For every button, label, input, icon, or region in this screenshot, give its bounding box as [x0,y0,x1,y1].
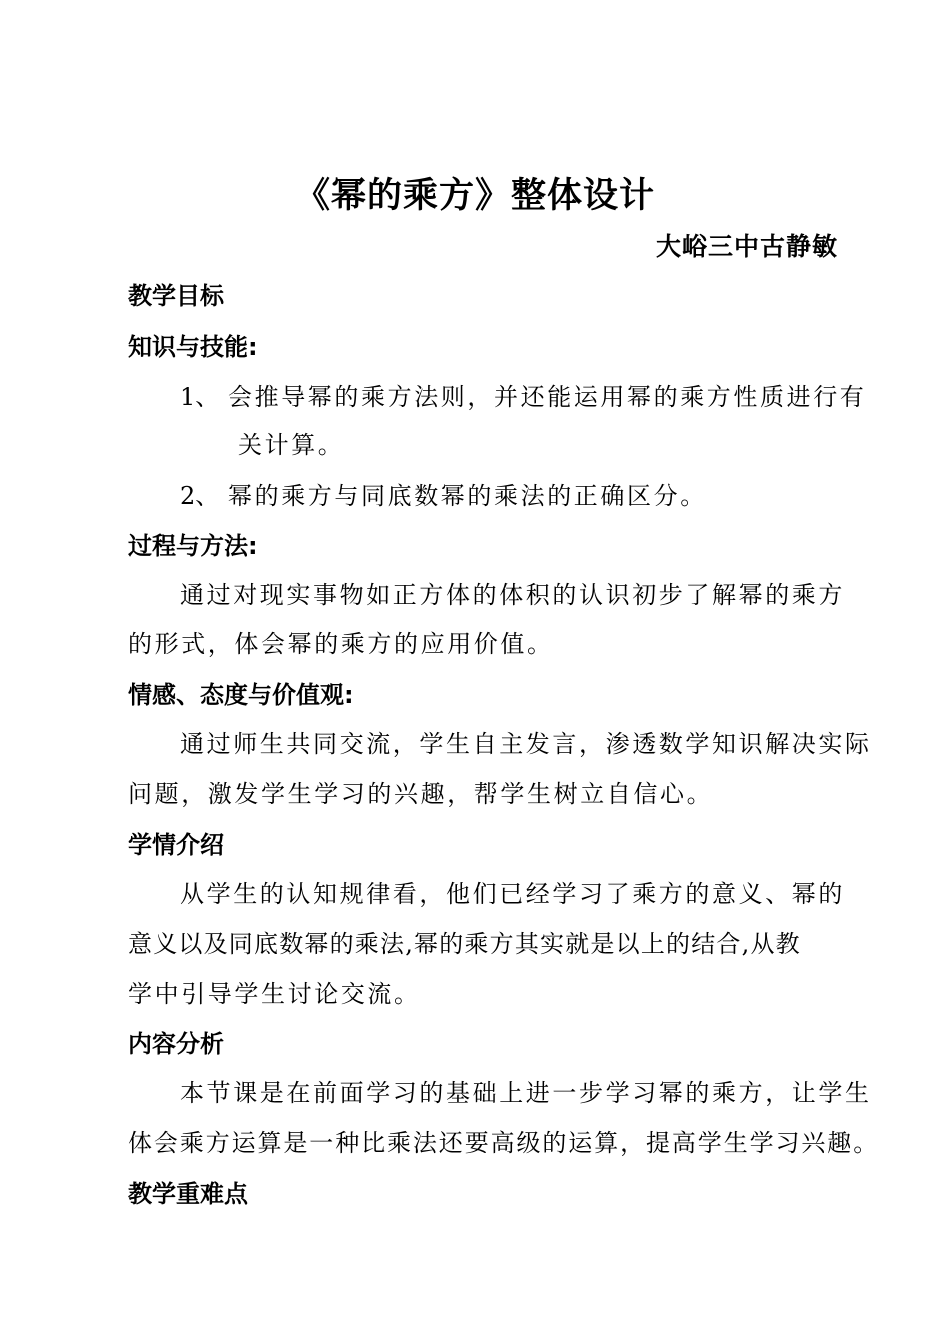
list-number-2: 2、 [180,482,220,510]
students-paragraph-line-2: 意义以及同底数幂的乘法,幂的乘方其实就是以上的结合,从教 [128,930,801,958]
process-paragraph-line-2: 的形式，体会幂的乘方的应用价值。 [128,630,554,658]
list-number-1: 1、 [180,383,220,411]
emotion-paragraph-line-1: 通过师生共同交流，学生自主发言，渗透数学知识解决实际 [180,730,872,758]
content-paragraph-line-2: 体会乘方运算是一种比乘法还要高级的运算，提高学生学习兴趣。 [128,1129,880,1157]
heading-emotion-attitude-values: 情感、态度与价值观: [128,681,354,709]
heading-teaching-goals: 教学目标 [128,282,224,310]
list-item-1-line-1: 会推导幂的乘方法则，并还能运用幂的乘方性质进行有 [228,383,867,411]
heading-key-difficult-points: 教学重难点 [128,1180,248,1208]
heading-student-situation: 学情介绍 [128,831,224,859]
content-paragraph-line-1: 本节课是在前面学习的基础上进一步学习幂的乘方，让学生 [180,1079,872,1107]
heading-knowledge-skills: 知识与技能: [128,333,258,361]
emotion-paragraph-line-2: 问题，激发学生学习的兴趣，帮学生树立自信心。 [128,780,714,808]
document-author: 大峪三中古静敏 [655,232,838,261]
list-item-1-line-2: 关计算。 [238,431,345,459]
students-paragraph-line-3: 学中引导学生讨论交流。 [128,980,421,1008]
list-item-2-line-1: 幂的乘方与同底数幂的乘法的正确区分。 [228,482,707,510]
heading-content-analysis: 内容分析 [128,1030,224,1058]
process-paragraph-line-1: 通过对现实事物如正方体的体积的认识初步了解幂的乘方 [180,581,845,609]
document-title: 《幂的乘方》整体设计 [294,175,655,216]
heading-process-methods: 过程与方法: [128,532,258,560]
students-paragraph-line-1: 从学生的认知规律看，他们已经学习了乘方的意义、幂的 [180,880,845,908]
